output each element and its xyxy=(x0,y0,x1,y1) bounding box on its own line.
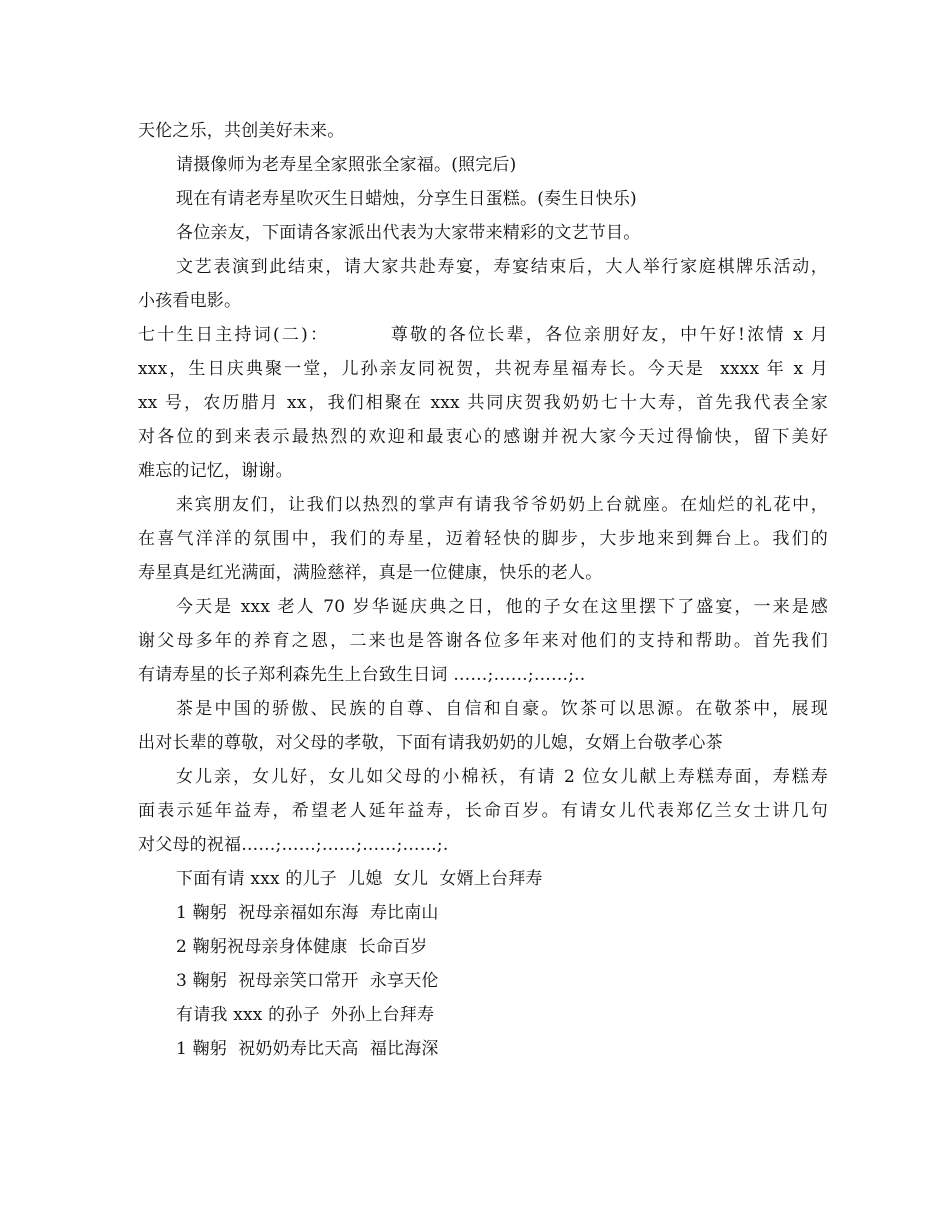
document-body xyxy=(138,114,828,1066)
text-line: 女儿亲，女儿好，女儿如父母的小棉袄，有请 2 位女儿献上寿糕寿面，寿糕寿 xyxy=(176,767,828,787)
text-line: 今天是 xxx 老人 70 岁华诞庆典之日，他的子女在这里摆下了盛宴，一来是感 xyxy=(176,597,828,617)
text-line: 天伦之乐，共创美好未来。 xyxy=(138,121,345,141)
text-line: 谢父母多年的养育之恩，二来也是答谢各位多年来对他们的支持和帮助。首先我们 xyxy=(138,631,828,651)
text-line: 面表示延年益寿，希望老人延年益寿，长命百岁。有请女儿代表郑亿兰女士讲几句 xyxy=(138,801,828,821)
text-line: 在喜气洋洋的氛围中，我们的寿星，迈着轻快的脚步，大步地来到舞台上。我们的 xyxy=(138,529,828,549)
text-line: 寿星真是红光满面，满脸慈祥，真是一位健康，快乐的老人。 xyxy=(138,563,603,583)
text-line: xx 号，农历腊月 xx，我们相聚在 xxx 共同庆贺我奶奶七十大寿，首先我代表全家 xyxy=(138,393,828,413)
text-line: 1 鞠躬 祝奶奶寿比天高 福比海深 xyxy=(176,1039,439,1059)
text-line: 下面有请 xxx 的儿子 儿媳 女儿 女婿上台拜寿 xyxy=(176,869,543,889)
text-line: 难忘的记忆，谢谢。 xyxy=(138,461,293,481)
text-line: 出对长辈的尊敬，对父母的孝敬，下面有请我奶奶的儿媳，女婿上台敬孝心茶 xyxy=(138,733,723,753)
text-line: 对父母的祝福……;……;……;……;……;. xyxy=(138,835,449,855)
text-line: 文艺表演到此结束，请大家共赴寿宴，寿宴结束后，大人举行家庭棋牌乐活动， xyxy=(176,257,828,277)
text-line: 对各位的到来表示最热烈的欢迎和最衷心的感谢并祝大家今天过得愉快，留下美好 xyxy=(138,427,828,447)
text-line: xxx，生日庆典聚一堂，儿孙亲友同祝贺，共祝寿星福寿长。今天是 xxxx 年 x 月 xyxy=(138,359,828,379)
text-line: 请摄像师为老寿星全家照张全家福。(照完后) xyxy=(176,155,517,175)
text-line: 有请我 xxx 的孙子 外孙上台拜寿 xyxy=(176,1005,435,1025)
text-line: 来宾朋友们，让我们以热烈的掌声有请我爷爷奶奶上台就座。在灿烂的礼花中， xyxy=(176,495,828,515)
text-line: 茶是中国的骄傲、民族的自尊、自信和自豪。饮茶可以思源。在敬茶中，展现 xyxy=(176,699,828,719)
text-line: 小孩看电影。 xyxy=(138,291,242,311)
text-line: 现在有请老寿星吹灭生日蜡烛，分享生日蛋糕。(奏生日快乐) xyxy=(176,189,637,209)
text-line: 1 鞠躬 祝母亲福如东海 寿比南山 xyxy=(176,903,439,923)
text-line: 有请寿星的长子郑利森先生上台致生日词 ……;……;……;.. xyxy=(138,665,586,685)
text-line: 3 鞠躬 祝母亲笑口常开 永享天伦 xyxy=(176,971,439,991)
text-line: 各位亲友，下面请各家派出代表为大家带来精彩的文艺节目。 xyxy=(176,223,641,243)
text-line: 2 鞠躬祝母亲身体健康 长命百岁 xyxy=(176,937,428,957)
section-heading-line: 七十生日主持词(二)： 尊敬的各位长辈，各位亲朋好友，中午好!浓情 x 月 xyxy=(138,325,828,345)
